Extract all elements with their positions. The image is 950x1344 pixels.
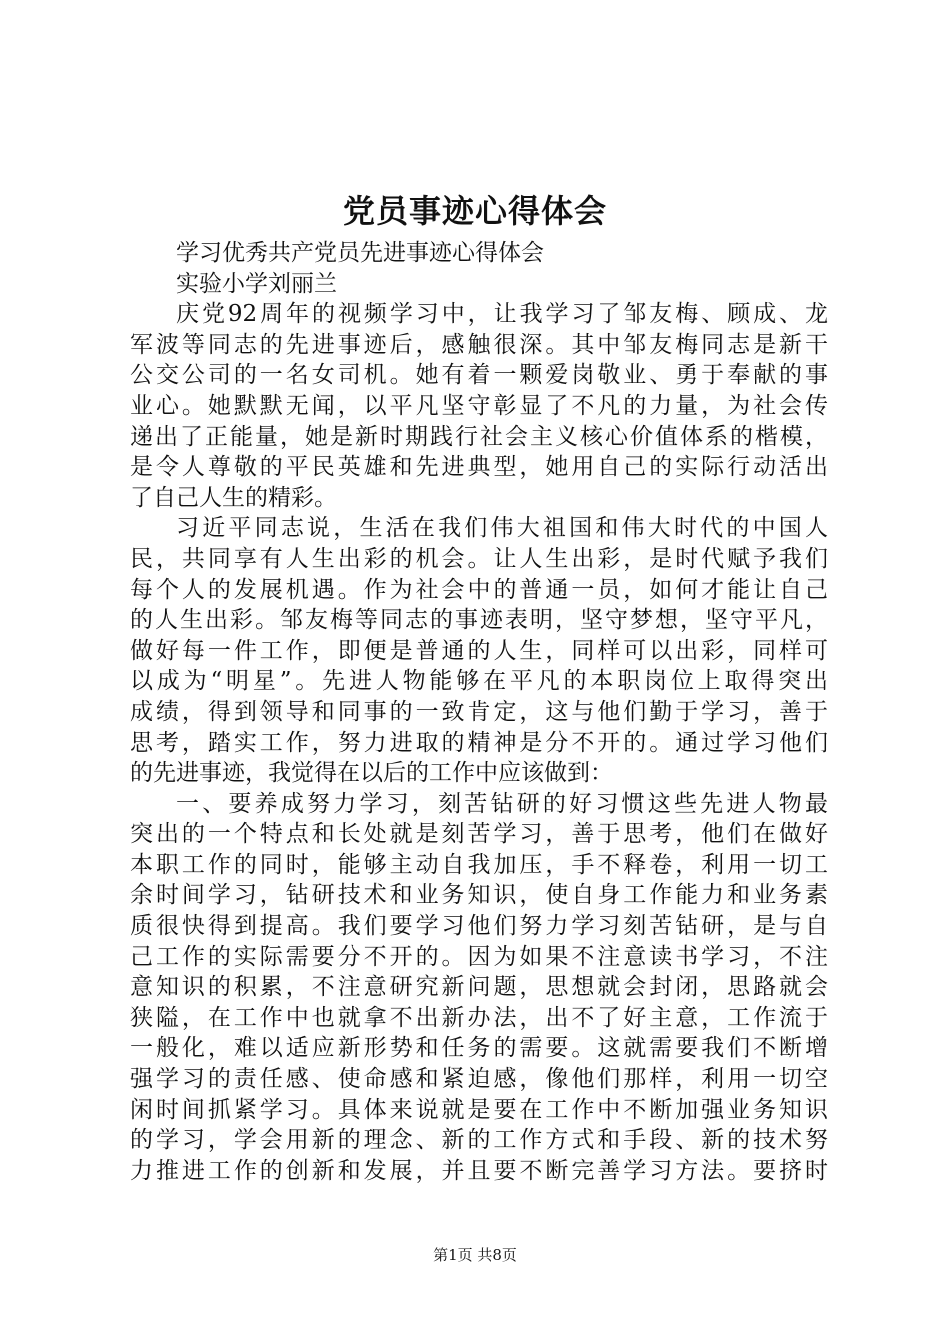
text-line: 本职工作的同时，能够主动自我加压，手不释卷，利用一切工 [130, 851, 828, 878]
text-line: 公交公司的一名女司机。她有着一颗爱岗敬业、勇于奉献的事 [130, 362, 828, 389]
text-line: 一般化，难以适应新形势和任务的需要。这就需要我们不断增 [130, 1035, 828, 1062]
text-line: 的人生出彩。邹友梅等同志的事迹表明，坚守梦想，坚守平凡， [130, 607, 828, 634]
text-line: 实验小学刘丽兰 [176, 270, 337, 297]
text-line: 己工作的实际需要分不开的。因为如果不注意读书学习，不注 [130, 943, 828, 970]
text-line: 的先进事迹，我觉得在以后的工作中应该做到： [130, 760, 613, 787]
text-line: 了自己人生的精彩。 [130, 484, 337, 511]
document-title: 党员事迹心得体会 [342, 192, 607, 230]
text-line: 一、要养成努力学习，刻苦钻研的好习惯这些先进人物最 [176, 790, 828, 817]
text-line: 以成为“明星”。先进人物能够在平凡的本职岗位上取得突出 [130, 668, 828, 695]
text-line: 强学习的责任感、使命感和紧迫感，像他们那样，利用一切空 [130, 1066, 828, 1093]
text-line: 成绩，得到领导和同事的一致肯定，这与他们勤于学习，善于 [130, 698, 828, 725]
text-line: 民，共同享有人生出彩的机会。让人生出彩，是时代赋予我们 [130, 545, 828, 572]
text-line: 突出的一个特点和长处就是刻苦学习，善于思考，他们在做好 [130, 821, 828, 848]
document-body [130, 238, 828, 1186]
text-line: 军波等同志的先进事迹后，感触很深。其中邹友梅同志是新干 [130, 331, 828, 358]
text-line: 习近平同志说，生活在我们伟大祖国和伟大时代的中国人 [176, 515, 828, 542]
text-line: 做好每一件工作，即便是普通的人生，同样可以出彩，同样可 [130, 637, 828, 664]
text-line: 思考，踏实工作，努力进取的精神是分不开的。通过学习他们 [130, 729, 828, 756]
text-line: 余时间学习，钻研技术和业务知识，使自身工作能力和业务素 [130, 882, 828, 909]
text-line: 闲时间抓紧学习。具体来说就是要在工作中不断加强业务知识 [130, 1096, 828, 1123]
text-line: 每个人的发展机遇。作为社会中的普通一员，如何才能让自己 [130, 576, 828, 603]
text-line: 是令人尊敬的平民英雄和先进典型，她用自己的实际行动活出 [130, 454, 828, 481]
text-line: 递出了正能量，她是新时期践行社会主义核心价值体系的楷模， [130, 423, 828, 450]
text-line: 的学习，学会用新的理念、新的工作方式和手段、新的技术努 [130, 1127, 828, 1154]
text-line: 意知识的积累，不注意研究新问题，思想就会封闭，思路就会 [130, 974, 828, 1001]
text-line: 狭隘，在工作中也就拿不出新办法，出不了好主意，工作流于 [130, 1004, 828, 1031]
text-line: 力推进工作的创新和发展，并且要不断完善学习方法。要挤时 [130, 1157, 828, 1184]
text-line: 学习优秀共产党员先进事迹心得体会 [176, 240, 544, 266]
text-line: 庆党92周年的视频学习中，让我学习了邹友梅、顾成、龙 [176, 301, 828, 328]
text-line: 质很快得到提高。我们要学习他们努力学习刻苦钻研，是与自 [130, 913, 828, 940]
page-footer: 第1页 共8页 [433, 1246, 517, 1264]
text-line: 业心。她默默无闻，以平凡坚守彰显了不凡的力量，为社会传 [130, 392, 828, 419]
